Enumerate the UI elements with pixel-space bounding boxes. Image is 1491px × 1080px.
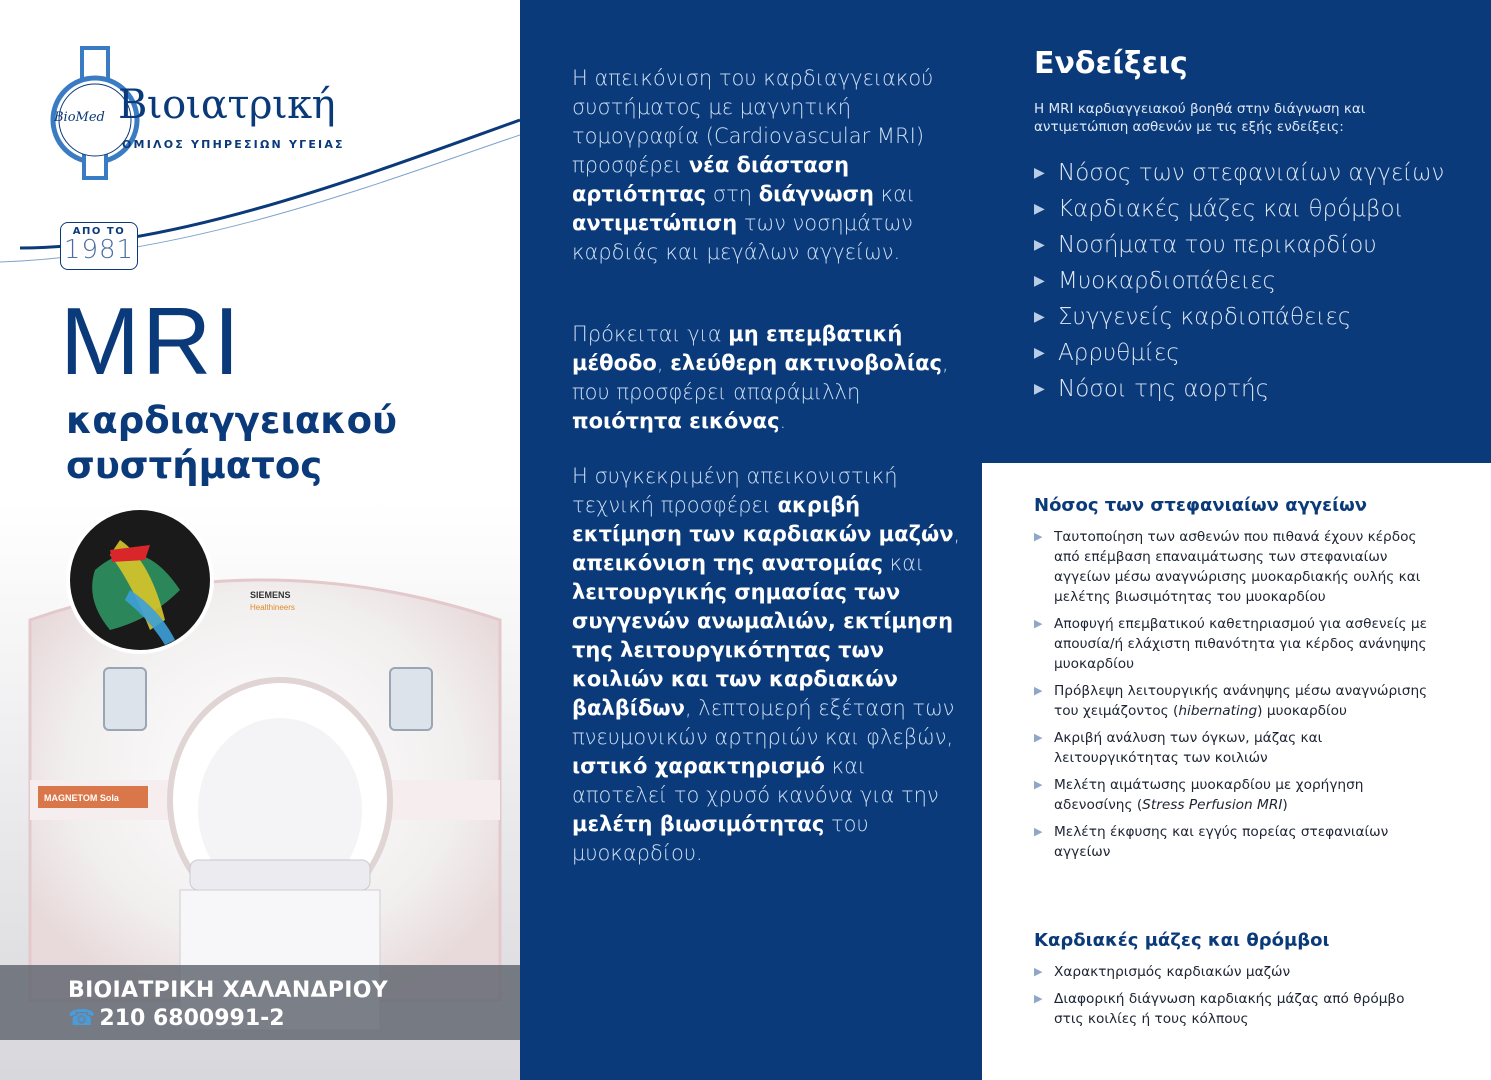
- detail-item: [1034, 728, 1434, 768]
- emphasis-text: διάγνωση: [758, 182, 874, 206]
- detail-text: Ταυτοποίηση των ασθενών που πιθανά έχουν κέρδος από επέμβαση επαναιμάτωσης των στεφανιαίων αγγείων μέσω αναγνώρισης μυοκαρδιακής ουλής και μελέτης βιωσιμότητας του μυοκαρδίου: [1054, 529, 1421, 605]
- arrow-bullet-icon: ▶: [1034, 273, 1045, 289]
- logo-subtitle: ΟΜΙΛΟΣ ΥΠΗΡΕΣΙΩΝ ΥΓΕΙΑΣ: [122, 138, 345, 151]
- subtitle-line-2: συστήματος: [66, 444, 323, 487]
- since-label: ΑΠΟ ΤΟ: [72, 226, 126, 237]
- detail-item: [1034, 962, 1434, 982]
- section-coronary-list: [1034, 527, 1434, 869]
- emphasis-text: ιστικό χαρακτηρισμό: [572, 754, 825, 778]
- arrow-bullet-icon: ▶: [1034, 309, 1045, 325]
- logo-badge-text: BioMed: [54, 110, 105, 125]
- body-text: Η απεικόνιση του καρδιαγγειακού συστήματος με μαγνητική τομογραφία (Cardiovascular MRI) προσφέρει: [572, 66, 934, 177]
- emphasis-text: ποιότητα εικόνας: [572, 409, 780, 433]
- detail-text: Πρόβλεψη λειτουργικής ανάνηψης μέσω αναγνώρισης του χειμάζοντος (: [1054, 683, 1428, 719]
- detail-item: [1034, 822, 1434, 862]
- indication-label: Μυοκαρδιοπάθειες: [1058, 268, 1277, 294]
- detail-item: [1034, 614, 1434, 674]
- emphasis-text: μη επεμβατική μέθοδο: [572, 322, 903, 375]
- scanner-brand2: Healthineers: [250, 603, 295, 612]
- body-text: .: [779, 409, 787, 433]
- page-subtitle: [66, 398, 397, 488]
- body-text: και: [882, 551, 925, 575]
- arrow-bullet-icon: ▶: [1034, 617, 1043, 630]
- arrow-bullet-icon: ▶: [1034, 165, 1045, 181]
- phone-icon: ☎: [68, 1006, 96, 1031]
- indication-item: [1034, 374, 1474, 404]
- arrow-bullet-icon: ▶: [1034, 778, 1043, 791]
- indication-label: Νόσος των στεφανιαίων αγγείων: [1058, 160, 1445, 186]
- detail-text: ) μυοκαρδίου: [1257, 703, 1347, 719]
- description-column: [520, 0, 982, 1080]
- body-text: του μυοκαρδίου.: [572, 812, 869, 865]
- emphasis-text: ακριβή εκτίμηση των καρδιακών μαζών: [572, 493, 954, 546]
- indications-intro: Η MRI καρδιαγγειακού βοηθά στην διάγνωση και αντιμετώπιση ασθενών με τις εξής ενδείξεις:: [1034, 101, 1366, 135]
- detail-text: Μελέτη αιμάτωσης μυοκαρδίου με χορήγηση αδενοσίνης (: [1054, 777, 1364, 813]
- body-text: στη: [706, 182, 759, 206]
- indication-label: Συγγενείς καρδιοπάθειες: [1058, 304, 1352, 330]
- clinic-phone[interactable]: [68, 1006, 285, 1031]
- emphasis-text: ελεύθερη ακτινοβολίας: [670, 351, 942, 375]
- arrow-bullet-icon: ▶: [1034, 201, 1045, 217]
- scanner-brand: SIEMENS: [250, 590, 291, 600]
- arrow-bullet-icon: ▶: [1034, 825, 1043, 838]
- detail-text: Αποφυγή επεμβατικού καθετηριασμού για ασθενείς με απουσία/ή ελάχιστη πιθανότητα για κέρδος ανάνηψης μυοκαρδίου: [1054, 616, 1428, 672]
- subtitle-line-1: καρδιαγγειακού: [66, 399, 397, 442]
- emphasis-text: μελέτη βιωσιμότητας: [572, 812, 825, 836]
- section-masses-title: Καρδιακές μάζες και θρόμβοι: [1034, 930, 1330, 951]
- indication-item: [1034, 230, 1474, 260]
- scanner-model-label: MAGNETOM Sola: [44, 793, 119, 803]
- indication-label: Νοσήματα του περικαρδίου: [1058, 232, 1377, 258]
- body-text: , που προσφέρει απαράμιλλη: [572, 351, 949, 404]
- arrow-bullet-icon: ▶: [1034, 237, 1045, 253]
- arrow-bullet-icon: ▶: [1034, 965, 1043, 978]
- arrow-bullet-icon: ▶: [1034, 345, 1045, 361]
- body-text: , λεπτομερή εξέταση των πνευμονικών αρτηριών και φλεβών,: [572, 696, 955, 749]
- description-paragraph-2: [572, 320, 967, 436]
- section-masses-list: [1034, 962, 1434, 1036]
- detail-italic-text: Stress Perfusion MRI: [1142, 797, 1283, 813]
- logo-wordmark: Βιοιατρική: [118, 82, 336, 128]
- indication-label: Νόσοι της αορτής: [1058, 376, 1270, 402]
- detail-text: Ακριβή ανάλυση των όγκων, μάζας και λειτουργικότητας των κοιλιών: [1054, 730, 1323, 766]
- description-paragraph-1: [572, 64, 967, 267]
- body-text: Πρόκειται για: [572, 322, 729, 346]
- emphasis-text: νέα διάσταση αρτιότητας: [572, 153, 850, 206]
- body-text: ,: [656, 351, 671, 375]
- arrow-bullet-icon: ▶: [1034, 731, 1043, 744]
- detail-item: [1034, 527, 1434, 607]
- indication-item: [1034, 194, 1474, 224]
- detail-item: [1034, 989, 1434, 1029]
- phone-number: 210 6800991-2: [99, 1006, 285, 1031]
- body-text: και: [873, 182, 916, 206]
- body-text: ,: [953, 522, 961, 546]
- emphasis-text: απεικόνιση της ανατομίας: [572, 551, 883, 575]
- body-text: και αποτελεί το χρυσό κανόνα για την: [572, 754, 939, 807]
- body-text: των νοσημάτων καρδιάς και μεγάλων αγγείων.: [572, 211, 913, 264]
- since-year: 1981: [63, 235, 135, 265]
- indication-item: [1034, 302, 1474, 332]
- indications-panel: [982, 0, 1491, 463]
- indication-item: [1034, 266, 1474, 296]
- indication-label: Καρδιακές μάζες και θρόμβοι: [1058, 196, 1404, 222]
- section-coronary-title: Νόσος των στεφανιαίων αγγείων: [1034, 495, 1368, 516]
- detail-text: Μελέτη έκφυσης και εγγύς πορείας στεφανιαίων αγγείων: [1054, 824, 1389, 860]
- indications-title: Ενδείξεις: [1034, 46, 1188, 81]
- arrow-bullet-icon: ▶: [1034, 992, 1043, 1005]
- left-panel: [0, 0, 520, 1080]
- arrow-bullet-icon: ▶: [1034, 530, 1043, 543]
- description-paragraph-3: [572, 462, 967, 868]
- indications-list: [1034, 158, 1474, 410]
- emphasis-text: αντιμετώπιση: [572, 211, 738, 235]
- indication-item: [1034, 338, 1474, 368]
- indication-label: Αρρυθμίες: [1058, 340, 1180, 366]
- clinic-name: ΒΙΟΙΑΤΡΙΚΗ ΧΑΛΑΝΔΡΙΟΥ: [68, 978, 389, 1003]
- emphasis-text: λειτουργικής σημασίας των συγγενών ανωμαλιών, εκτίμηση της λειτουργικότητας των κοιλιών και των καρδιακών βαλβίδων: [572, 580, 954, 720]
- detail-item: [1034, 775, 1434, 815]
- body-text: Η συγκεκριμένη απεικονιστική τεχνική προσφέρει: [572, 464, 898, 517]
- detail-text: Χαρακτηρισμός καρδιακών μαζών: [1054, 964, 1291, 980]
- detail-item: [1034, 681, 1434, 721]
- detail-italic-text: hibernating: [1178, 703, 1258, 719]
- detail-text: Διαφορική διάγνωση καρδιακής μάζας από θρόμβο στις κοιλίες ή τους κόλπους: [1054, 991, 1405, 1027]
- details-panel: [982, 463, 1491, 1080]
- arrow-bullet-icon: ▶: [1034, 381, 1045, 397]
- detail-text: ): [1282, 797, 1288, 813]
- page-title: MRI: [60, 288, 242, 395]
- arrow-bullet-icon: ▶: [1034, 684, 1043, 697]
- since-badge: [60, 222, 138, 270]
- indication-item: [1034, 158, 1474, 188]
